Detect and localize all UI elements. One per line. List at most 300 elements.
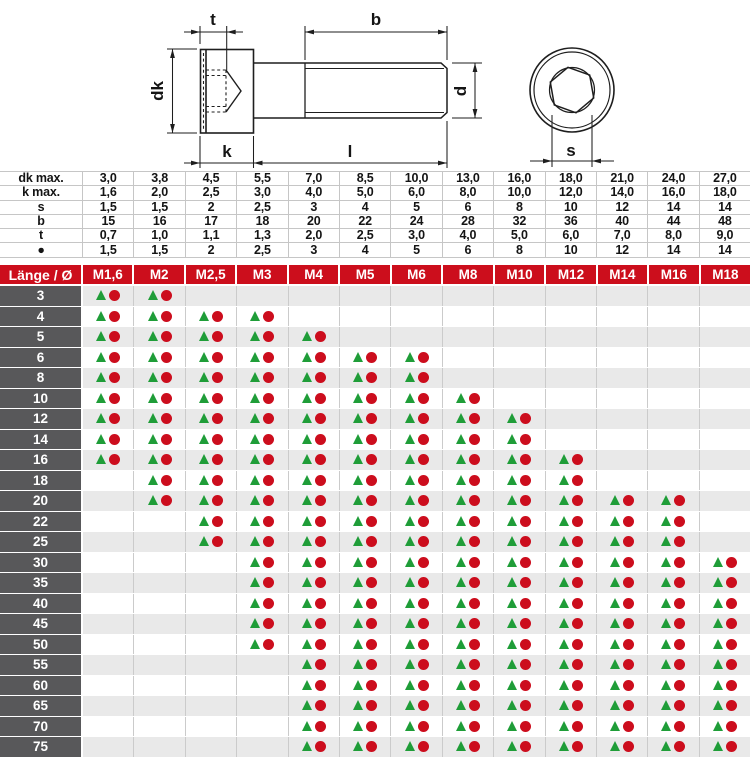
circle-icon [469, 659, 480, 670]
spec-value-cell: 18,0 [713, 185, 737, 200]
availability-cell [186, 286, 237, 306]
circle-icon [263, 536, 274, 547]
circle-icon [161, 413, 172, 424]
triangle-icon [559, 721, 569, 731]
column-header-cell: M2 [134, 265, 185, 284]
triangle-icon [610, 700, 620, 710]
triangle-icon [250, 516, 260, 526]
availability-symbols [405, 700, 429, 711]
availability-symbols [148, 475, 172, 486]
availability-cell [340, 450, 391, 470]
matrix-row [0, 430, 750, 451]
circle-icon [161, 331, 172, 342]
availability-symbols [250, 557, 274, 568]
triangle-icon [456, 741, 466, 751]
availability-cell [83, 553, 134, 573]
spec-value-cell: 40 [597, 215, 648, 228]
circle-icon [623, 495, 634, 506]
availability-symbols [199, 413, 223, 424]
triangle-icon [250, 495, 260, 505]
availability-cell [494, 614, 545, 634]
triangle-icon [148, 393, 158, 403]
triangle-icon [353, 618, 363, 628]
triangle-icon [610, 659, 620, 669]
matrix-row [0, 573, 750, 594]
circle-icon [674, 680, 685, 691]
circle-icon [315, 475, 326, 486]
availability-cell [597, 717, 648, 737]
circle-icon [315, 352, 326, 363]
triangle-icon [250, 352, 260, 362]
availability-symbols [507, 680, 531, 691]
spec-value-cell: 12 [597, 243, 648, 256]
triangle-icon [405, 454, 415, 464]
availability-symbols [559, 700, 583, 711]
availability-cell [443, 717, 494, 737]
availability-cell [83, 676, 134, 696]
circle-icon [315, 639, 326, 650]
circle-icon [469, 393, 480, 404]
availability-symbols [148, 434, 172, 445]
matrix-row [0, 389, 750, 410]
availability-cell [237, 389, 288, 409]
spec-value-cell: 10,0 [391, 172, 442, 185]
availability-symbols [610, 741, 634, 752]
circle-icon [212, 536, 223, 547]
circle-icon [726, 618, 737, 629]
availability-symbols [250, 331, 274, 342]
availability-cell [340, 327, 391, 347]
availability-cell [546, 655, 597, 675]
circle-icon [263, 598, 274, 609]
triangle-icon [559, 577, 569, 587]
availability-cell [443, 737, 494, 757]
circle-icon [263, 434, 274, 445]
triangle-icon [610, 721, 620, 731]
availability-symbols [302, 536, 326, 547]
circle-icon [366, 413, 377, 424]
spec-value-cell: 14 [648, 201, 699, 214]
availability-symbols [199, 372, 223, 383]
availability-cell [443, 430, 494, 450]
triangle-icon [456, 536, 466, 546]
triangle-icon [405, 700, 415, 710]
triangle-icon [456, 577, 466, 587]
availability-cell [134, 450, 185, 470]
spec-value-cell: 15 [83, 215, 134, 228]
availability-cell [597, 389, 648, 409]
column-header-cell: M18 [701, 265, 750, 284]
availability-symbols [405, 639, 429, 650]
spec-value-cell: 14 [718, 199, 732, 214]
availability-symbols [559, 659, 583, 670]
availability-cell [83, 655, 134, 675]
triangle-icon [559, 680, 569, 690]
availability-symbols [302, 557, 326, 568]
spec-value-cell: 9,0 [716, 228, 734, 243]
circle-icon [572, 557, 583, 568]
availability-cell [443, 348, 494, 368]
spec-table [0, 171, 750, 258]
triangle-icon [610, 577, 620, 587]
triangle-icon [507, 495, 517, 505]
circle-icon [469, 700, 480, 711]
circle-icon [212, 311, 223, 322]
length-label-cell: 65 [0, 696, 83, 716]
circle-icon [418, 598, 429, 609]
availability-cell [340, 614, 391, 634]
availability-symbols [610, 577, 634, 588]
availability-cell [289, 717, 340, 737]
spec-value-cell: 6 [443, 201, 494, 214]
triangle-icon [353, 495, 363, 505]
availability-symbols [456, 598, 480, 609]
availability-cell [648, 368, 699, 388]
availability-symbols [610, 536, 634, 547]
availability-cell [443, 553, 494, 573]
availability-cell [289, 307, 340, 327]
availability-symbols [353, 700, 377, 711]
triangle-icon [302, 721, 312, 731]
spec-row-label: k max. [0, 186, 83, 199]
circle-icon [418, 495, 429, 506]
availability-cell [648, 553, 699, 573]
length-label-cell: 5 [0, 327, 83, 347]
availability-symbols [148, 311, 172, 322]
availability-symbols [661, 557, 685, 568]
spec-row [0, 172, 750, 186]
availability-cell [237, 348, 288, 368]
availability-symbols [96, 311, 120, 322]
spec-value-cell: 3 [289, 243, 340, 256]
availability-symbols [661, 516, 685, 527]
availability-cell [494, 430, 545, 450]
triangle-icon [302, 393, 312, 403]
spec-value-cell: 18 [237, 215, 288, 228]
availability-cell [546, 368, 597, 388]
spec-row-label: dk max. [0, 172, 83, 185]
matrix-row [0, 307, 750, 328]
availability-symbols [199, 393, 223, 404]
spec-value-cell: 5 [391, 243, 442, 256]
availability-cell [340, 594, 391, 614]
availability-cell [648, 614, 699, 634]
availability-cell [597, 573, 648, 593]
triangle-icon [507, 598, 517, 608]
availability-cell [700, 430, 750, 450]
availability-cell [648, 471, 699, 491]
availability-symbols [507, 454, 531, 465]
matrix-row [0, 286, 750, 307]
availability-cell [597, 512, 648, 532]
availability-symbols [456, 495, 480, 506]
circle-icon [469, 741, 480, 752]
matrix-row [0, 635, 750, 656]
availability-cell [83, 635, 134, 655]
circle-icon [366, 659, 377, 670]
circle-icon [572, 536, 583, 547]
triangle-icon [250, 598, 260, 608]
availability-cell [443, 614, 494, 634]
triangle-icon [456, 598, 466, 608]
availability-cell [494, 512, 545, 532]
availability-symbols [559, 454, 583, 465]
triangle-icon [96, 413, 106, 423]
spec-value-cell: 2,0 [134, 186, 185, 199]
availability-symbols [559, 577, 583, 588]
circle-icon [366, 372, 377, 383]
availability-cell [700, 327, 750, 347]
availability-symbols [250, 598, 274, 609]
triangle-icon [199, 454, 209, 464]
availability-cell [186, 327, 237, 347]
availability-symbols [456, 393, 480, 404]
circle-icon [418, 680, 429, 691]
availability-symbols [610, 516, 634, 527]
triangle-icon [405, 557, 415, 567]
availability-symbols [405, 516, 429, 527]
circle-icon [315, 577, 326, 588]
spec-value-cell: 28 [443, 215, 494, 228]
triangle-icon [610, 639, 620, 649]
triangle-icon [610, 536, 620, 546]
availability-cell [648, 307, 699, 327]
availability-cell [83, 430, 134, 450]
availability-cell [289, 594, 340, 614]
availability-symbols [661, 618, 685, 629]
availability-symbols [456, 536, 480, 547]
availability-symbols [302, 454, 326, 465]
screw-end-view [530, 48, 614, 132]
triangle-icon [661, 639, 671, 649]
circle-icon [366, 680, 377, 691]
availability-symbols [302, 741, 326, 752]
triangle-icon [199, 352, 209, 362]
spec-value-cell: 6 [443, 243, 494, 256]
availability-cell [443, 409, 494, 429]
availability-cell [391, 553, 442, 573]
circle-icon [520, 659, 531, 670]
availability-cell [186, 307, 237, 327]
circle-icon [263, 557, 274, 568]
triangle-icon [405, 618, 415, 628]
availability-cell [494, 696, 545, 716]
availability-symbols [713, 700, 737, 711]
availability-symbols [353, 557, 377, 568]
availability-cell [597, 348, 648, 368]
circle-icon [520, 639, 531, 650]
triangle-icon [507, 536, 517, 546]
availability-symbols [250, 618, 274, 629]
spec-value-cell: 5,0 [494, 229, 545, 242]
spec-value-cell: 1,5 [134, 243, 185, 256]
circle-icon [315, 434, 326, 445]
corner-header-cell: Länge / Ø [0, 265, 83, 284]
availability-cell [648, 327, 699, 347]
triangle-icon [250, 618, 260, 628]
spec-value-cell: 4 [340, 243, 391, 256]
availability-cell [340, 512, 391, 532]
availability-symbols [96, 290, 120, 301]
triangle-icon [302, 372, 312, 382]
circle-icon [418, 413, 429, 424]
spec-value-cell: 2 [186, 243, 237, 256]
availability-cell [494, 717, 545, 737]
availability-cell [700, 348, 750, 368]
availability-cell [597, 737, 648, 757]
availability-cell [186, 594, 237, 614]
column-header-cell: M5 [340, 265, 391, 284]
availability-cell [597, 409, 648, 429]
availability-cell [237, 430, 288, 450]
availability-cell [391, 491, 442, 511]
spec-value-cell: 24 [391, 215, 442, 228]
spec-value-cell: 4,0 [289, 186, 340, 199]
spec-value-cell: 16,0 [494, 172, 545, 185]
circle-icon [315, 700, 326, 711]
spec-value-cell: 32 [494, 215, 545, 228]
availability-symbols [559, 618, 583, 629]
availability-cell [340, 389, 391, 409]
availability-cell [546, 676, 597, 696]
availability-cell [700, 717, 750, 737]
column-header-cell: M16 [649, 265, 700, 284]
availability-cell [83, 594, 134, 614]
spec-value-cell: 8,5 [340, 172, 391, 185]
triangle-icon [713, 721, 723, 731]
availability-cell [340, 717, 391, 737]
availability-cell [289, 471, 340, 491]
availability-symbols [353, 352, 377, 363]
availability-cell [289, 512, 340, 532]
triangle-icon [559, 495, 569, 505]
triangle-icon [199, 475, 209, 485]
triangle-icon [250, 331, 260, 341]
availability-cell [494, 553, 545, 573]
availability-cell [648, 696, 699, 716]
availability-symbols [405, 536, 429, 547]
availability-cell [597, 491, 648, 511]
availability-symbols [507, 475, 531, 486]
availability-symbols [713, 598, 737, 609]
circle-icon [212, 434, 223, 445]
spec-row-label: ● [0, 243, 83, 256]
availability-cell [597, 327, 648, 347]
availability-cell [494, 368, 545, 388]
availability-symbols [456, 721, 480, 732]
availability-symbols [456, 413, 480, 424]
triangle-icon [456, 659, 466, 669]
column-header-cell: M14 [598, 265, 649, 284]
availability-cell [494, 450, 545, 470]
triangle-icon [353, 475, 363, 485]
availability-cell [289, 737, 340, 757]
availability-symbols [405, 352, 429, 363]
availability-symbols [302, 434, 326, 445]
availability-cell [648, 532, 699, 552]
availability-symbols [302, 413, 326, 424]
availability-cell [134, 471, 185, 491]
availability-cell [186, 717, 237, 737]
availability-symbols [661, 700, 685, 711]
availability-symbols [661, 495, 685, 506]
availability-symbols [199, 434, 223, 445]
availability-cell [186, 348, 237, 368]
availability-cell [546, 512, 597, 532]
matrix-row [0, 409, 750, 430]
circle-icon [418, 618, 429, 629]
availability-cell [391, 512, 442, 532]
availability-symbols [353, 618, 377, 629]
availability-cell [134, 717, 185, 737]
availability-cell [546, 594, 597, 614]
availability-symbols [405, 680, 429, 691]
availability-cell [443, 389, 494, 409]
spec-value-cell: 14 [648, 243, 699, 256]
availability-symbols [507, 639, 531, 650]
availability-cell [648, 635, 699, 655]
circle-icon [109, 331, 120, 342]
availability-symbols [559, 536, 583, 547]
availability-symbols [507, 495, 531, 506]
availability-symbols [559, 639, 583, 650]
availability-cell [83, 327, 134, 347]
availability-cell [340, 532, 391, 552]
circle-icon [572, 495, 583, 506]
triangle-icon [661, 618, 671, 628]
availability-cell [546, 471, 597, 491]
availability-symbols [507, 721, 531, 732]
circle-icon [623, 618, 634, 629]
spec-value-cell: 36 [546, 215, 597, 228]
triangle-icon [353, 577, 363, 587]
spec-value-cell: 7,0 [597, 229, 648, 242]
availability-cell [391, 389, 442, 409]
circle-icon [674, 700, 685, 711]
availability-cell [443, 286, 494, 306]
triangle-icon [353, 598, 363, 608]
triangle-icon [507, 680, 517, 690]
availability-cell [289, 553, 340, 573]
circle-icon [366, 516, 377, 527]
availability-cell [494, 737, 545, 757]
triangle-icon [250, 454, 260, 464]
availability-cell [134, 368, 185, 388]
availability-symbols [250, 434, 274, 445]
circle-icon [366, 618, 377, 629]
availability-symbols [456, 680, 480, 691]
triangle-icon [661, 536, 671, 546]
availability-cell [340, 573, 391, 593]
triangle-icon [713, 557, 723, 567]
spec-value-cell: 3,8 [134, 172, 185, 185]
availability-cell [443, 676, 494, 696]
triangle-icon [456, 721, 466, 731]
availability-symbols [661, 536, 685, 547]
availability-cell [134, 348, 185, 368]
availability-cell [597, 696, 648, 716]
availability-symbols [661, 741, 685, 752]
availability-symbols [559, 741, 583, 752]
matrix-row [0, 696, 750, 717]
triangle-icon [250, 475, 260, 485]
triangle-icon [353, 434, 363, 444]
availability-cell [443, 573, 494, 593]
availability-cell [289, 327, 340, 347]
availability-symbols [353, 536, 377, 547]
matrix-row [0, 655, 750, 676]
availability-symbols [456, 557, 480, 568]
